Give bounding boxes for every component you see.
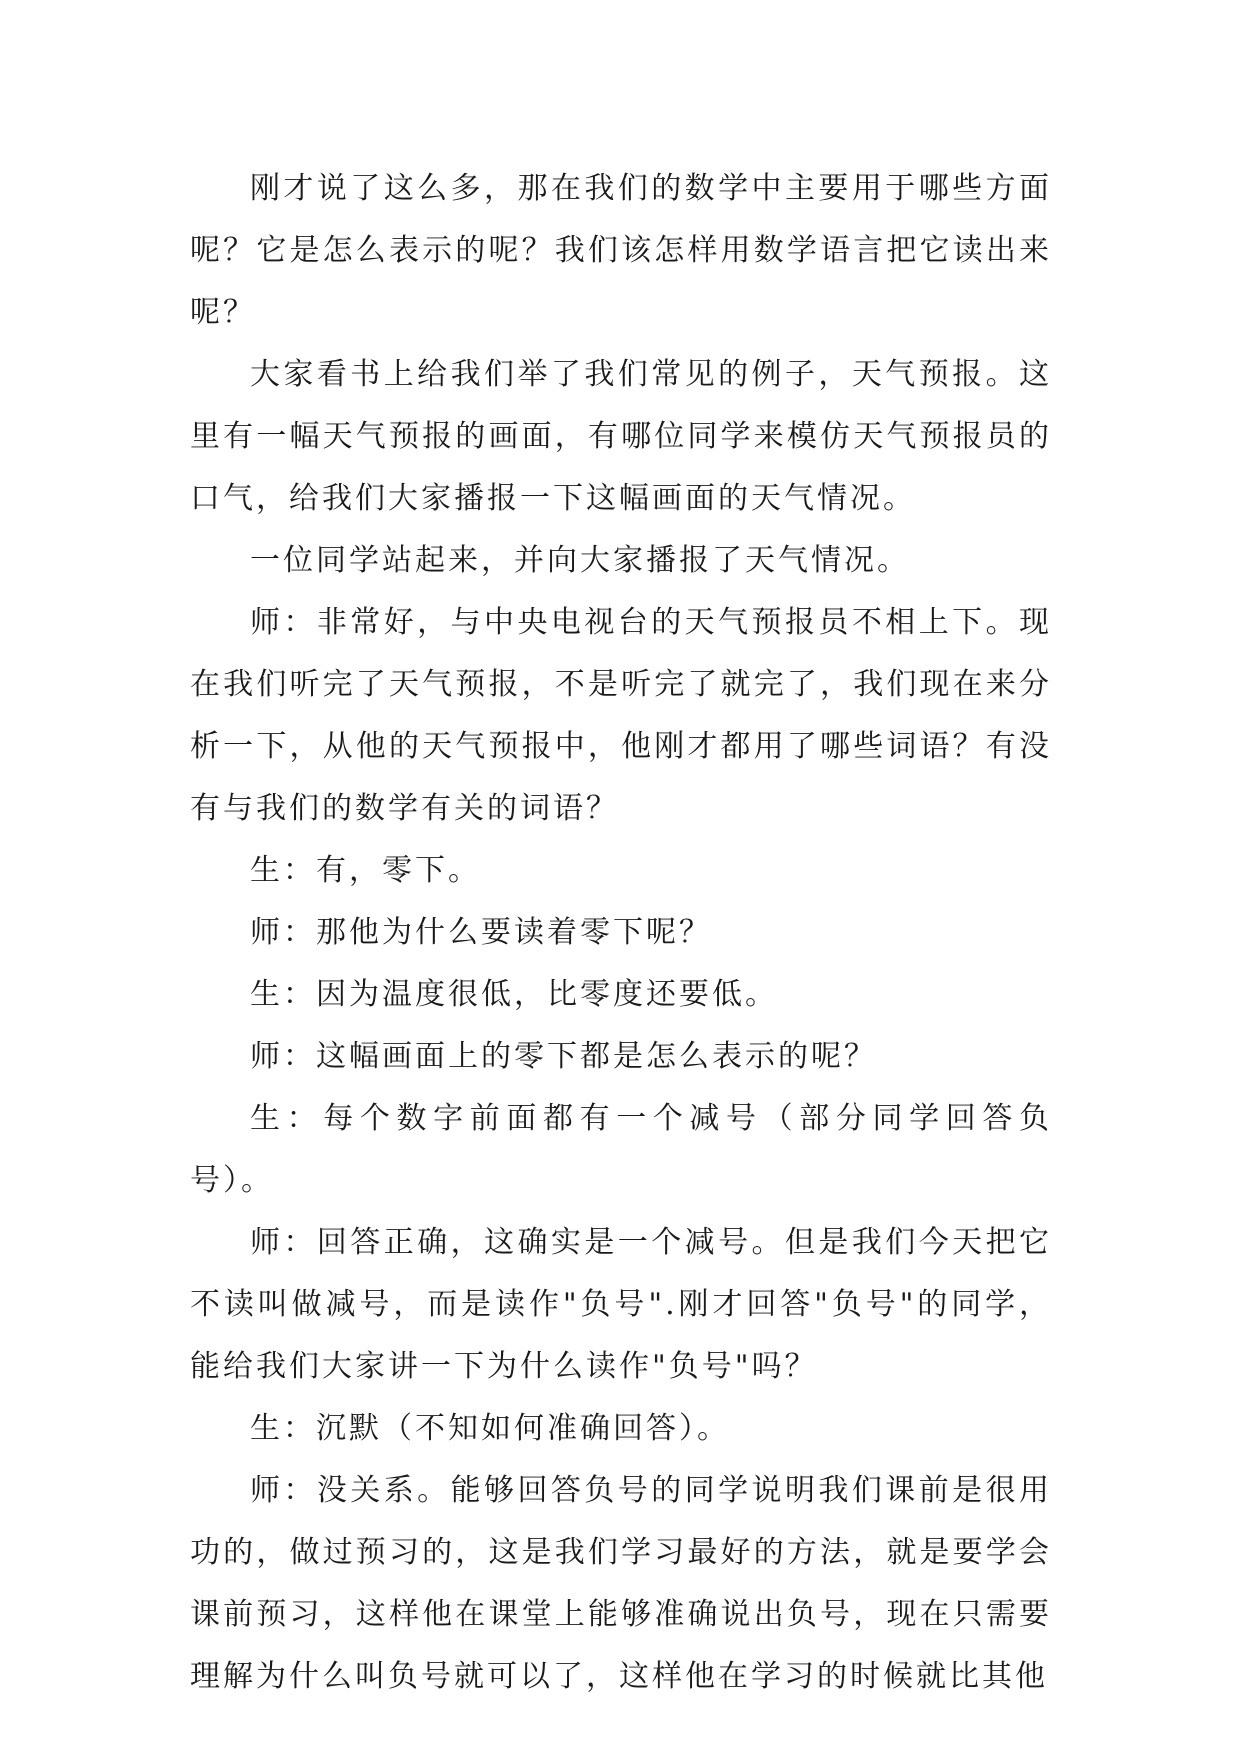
- paragraph: 师：回答正确，这确实是一个减号。但是我们今天把它不读叫做减号，而是读作"负号".刚才回答"负号"的同学，能给我们大家讲一下为什么读作"负号"吗？: [190, 1225, 1052, 1384]
- paragraph: 大家看书上给我们举了我们常见的例子，天气预报。这里有一幅天气预报的画面，有哪位同学来模仿天气预报员的口气，给我们大家播报一下这幅画面的天气情况。: [190, 357, 1052, 516]
- paragraph: 生：每个数字前面都有一个减号（部分同学回答负号）。: [190, 1101, 1052, 1198]
- paragraph: 师：没关系。能够回答负号的同学说明我们课前是很用功的，做过预习的，这是我们学习最好的方法，就是要学会课前预习，这样他在课堂上能够准确说出负号，现在只需要理解为什么叫负号就可以了，这样他在学习的时候就比其他: [190, 1473, 1052, 1694]
- paragraph: 一位同学站起来，并向大家播报了天气情况。: [250, 543, 910, 578]
- paragraph: 师：非常好，与中央电视台的天气预报员不相上下。现在我们听完了天气预报，不是听完了就完了，我们现在来分析一下，从他的天气预报中，他刚才都用了哪些词语？有没有与我们的数学有关的词语？: [190, 605, 1052, 826]
- paragraph: 刚才说了这么多，那在我们的数学中主要用于哪些方面呢？它是怎么表示的呢？我们该怎样用数学语言把它读出来呢？: [190, 171, 1052, 330]
- paragraph: 生：有，零下。: [250, 853, 481, 888]
- paragraph: 师：那他为什么要读着零下呢？: [250, 915, 712, 950]
- paragraph: 师：这幅画面上的零下都是怎么表示的呢？: [250, 1039, 877, 1074]
- document-body: [190, 158, 1052, 1708]
- paragraph: 生：因为温度很低，比零度还要低。: [250, 977, 778, 1012]
- paragraph: 生：沉默（不知如何准确回答）。: [250, 1411, 730, 1446]
